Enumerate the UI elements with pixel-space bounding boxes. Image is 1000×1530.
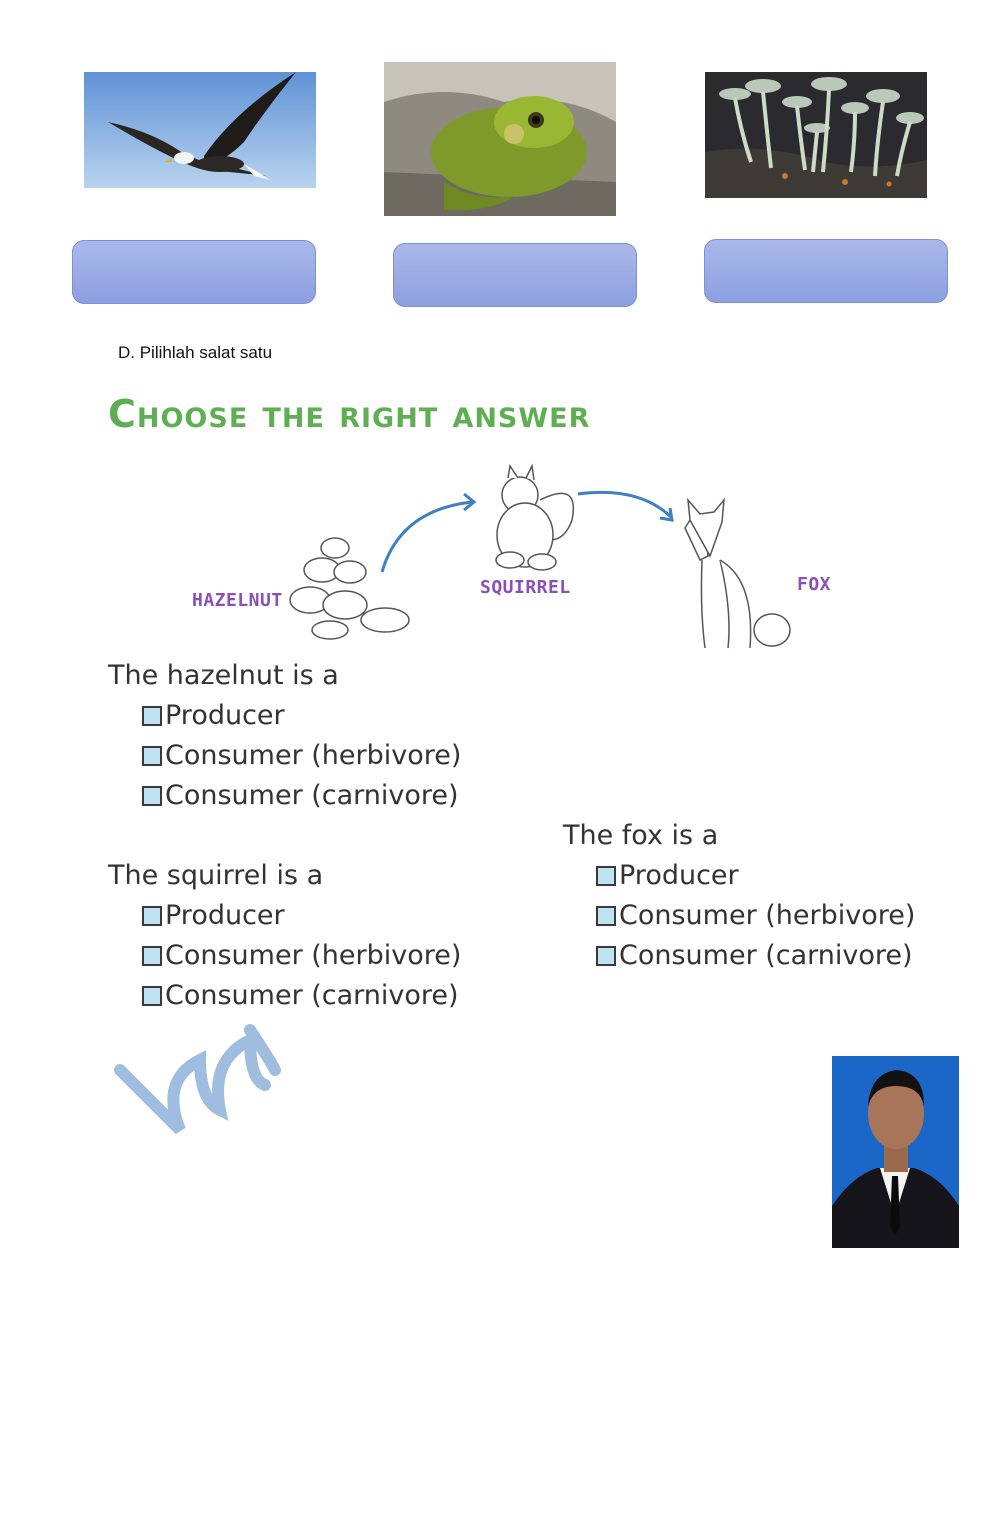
arrow-icon — [578, 492, 672, 520]
answer-box-mushroom[interactable] — [704, 239, 948, 303]
option-squirrel-herbivore[interactable]: Consumer (herbivore) — [142, 940, 461, 971]
eagle-image — [84, 72, 316, 188]
section-label: D. Pilihlah salat satu — [118, 343, 273, 362]
question-hazelnut: The hazelnut is a — [108, 660, 339, 691]
checkbox-icon[interactable] — [596, 946, 616, 966]
checkbox-icon[interactable] — [142, 906, 162, 926]
fox-label: FOX — [797, 574, 832, 595]
question-fox: The fox is a — [563, 820, 719, 851]
answer-box-eagle[interactable] — [72, 240, 316, 304]
option-fox-herbivore[interactable]: Consumer (herbivore) — [596, 900, 915, 931]
hazelnut-label: HAZELNUT — [192, 590, 283, 611]
option-squirrel-carnivore[interactable]: Consumer (carnivore) — [142, 980, 459, 1011]
option-hazelnut-carnivore[interactable]: Consumer (carnivore) — [142, 780, 459, 811]
arrow-icon — [382, 494, 474, 572]
checkbox-icon[interactable] — [596, 866, 616, 886]
food-chain-illustration — [180, 460, 820, 660]
mushroom-image — [705, 72, 927, 198]
squirrel-label: SQUIRREL — [480, 577, 571, 598]
frog-image — [384, 62, 616, 216]
option-fox-carnivore[interactable]: Consumer (carnivore) — [596, 940, 913, 971]
option-hazelnut-herbivore[interactable]: Consumer (herbivore) — [142, 740, 461, 771]
page-heading: Choose the right answer — [108, 392, 591, 436]
checkbox-icon[interactable] — [596, 906, 616, 926]
checkbox-icon[interactable] — [142, 706, 162, 726]
option-hazelnut-producer[interactable]: Producer — [142, 700, 285, 731]
watermark — [100, 1000, 300, 1140]
option-fox-producer[interactable]: Producer — [596, 860, 739, 891]
hazelnut-drawing — [290, 538, 409, 639]
portrait-photo — [832, 1056, 959, 1248]
checkbox-icon[interactable] — [142, 746, 162, 766]
squirrel-drawing — [496, 466, 573, 570]
question-squirrel: The squirrel is a — [108, 860, 324, 891]
answer-box-frog[interactable] — [393, 243, 637, 307]
option-squirrel-producer[interactable]: Producer — [142, 900, 285, 931]
checkbox-icon[interactable] — [142, 946, 162, 966]
checkbox-icon[interactable] — [142, 786, 162, 806]
fox-drawing — [685, 500, 790, 648]
